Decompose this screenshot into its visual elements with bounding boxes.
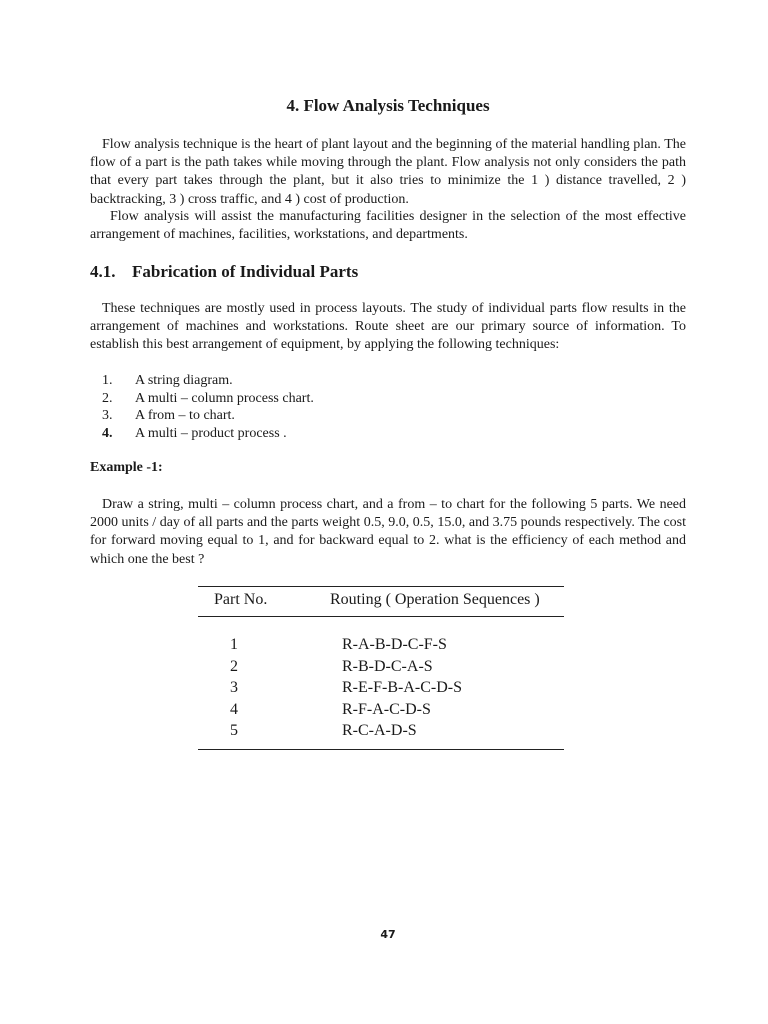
list-item: 3. A from – to chart. [102,408,235,423]
section-heading [90,262,358,282]
table-row: 1 R-A-B-D-C-F-S [230,636,447,653]
section-number: 4.1. [90,262,116,281]
page-number: 47 [380,928,396,941]
techniques-list [102,372,314,442]
list-item: 2. A multi – column process chart. [102,390,314,406]
table-bottom-rule [198,749,564,750]
list-item: 1. A string diagram. [102,373,233,388]
table-header-rule [198,616,564,617]
routing-table [198,586,564,750]
section-paragraph: These techniques are mostly used in process layouts. The study of individual parts flow results in the arrangement of machines and workstations. Route sheet are our primary source of information. To establish this best arrangement of equipment, by applying the following techniques: [90,301,686,353]
header-routing: Routing ( Operation Sequences ) [330,591,540,608]
intro-paragraph-2: Flow analysis will assist the manufacturing facilities designer in the selection of the most effective arrangement of machines, facilities, workstations, and departments. [90,209,686,243]
section-title: Fabrication of Individual Parts [132,262,359,281]
table-body [198,634,564,742]
list-item: 4. A multi – product process . [102,425,287,441]
table-row: 4 R-F-A-C-D-S [230,700,431,718]
table-top-rule [198,586,564,587]
table-row: 5 R-C-A-D-S [230,722,417,739]
chapter-title: 4. Flow Analysis Techniques [286,96,490,115]
table-row: 3 R-E-F-B-A-C-D-S [230,679,462,696]
example-label: Example -1: [90,460,163,475]
example-paragraph: Draw a string, multi – column process chart, and a from – to chart for the following 5 parts. We need 2000 units / day of all parts and the parts weight 0.5, 9.0, 0.5, 15.0, and 3.75 pounds respectively. The cost for forward moving equal to 1, and for backward equal to 2. what is the efficiency of each method and which one the best ? [90,497,686,567]
header-part-no: Part No. [214,591,268,608]
intro-paragraph-1: Flow analysis technique is the heart of plant layout and the beginning of the material handling plan. The flow of a part is the path takes while moving through the plant. Flow analysis not only considers the path that every part takes through the plant, but it also tries to minimize the 1 ) distance travelled, 2 ) backtracking, 3 ) cross traffic, and 4 ) cost of production. [90,137,686,207]
table-row: 2 R-B-D-C-A-S [230,657,433,675]
document-page [90,0,686,1024]
